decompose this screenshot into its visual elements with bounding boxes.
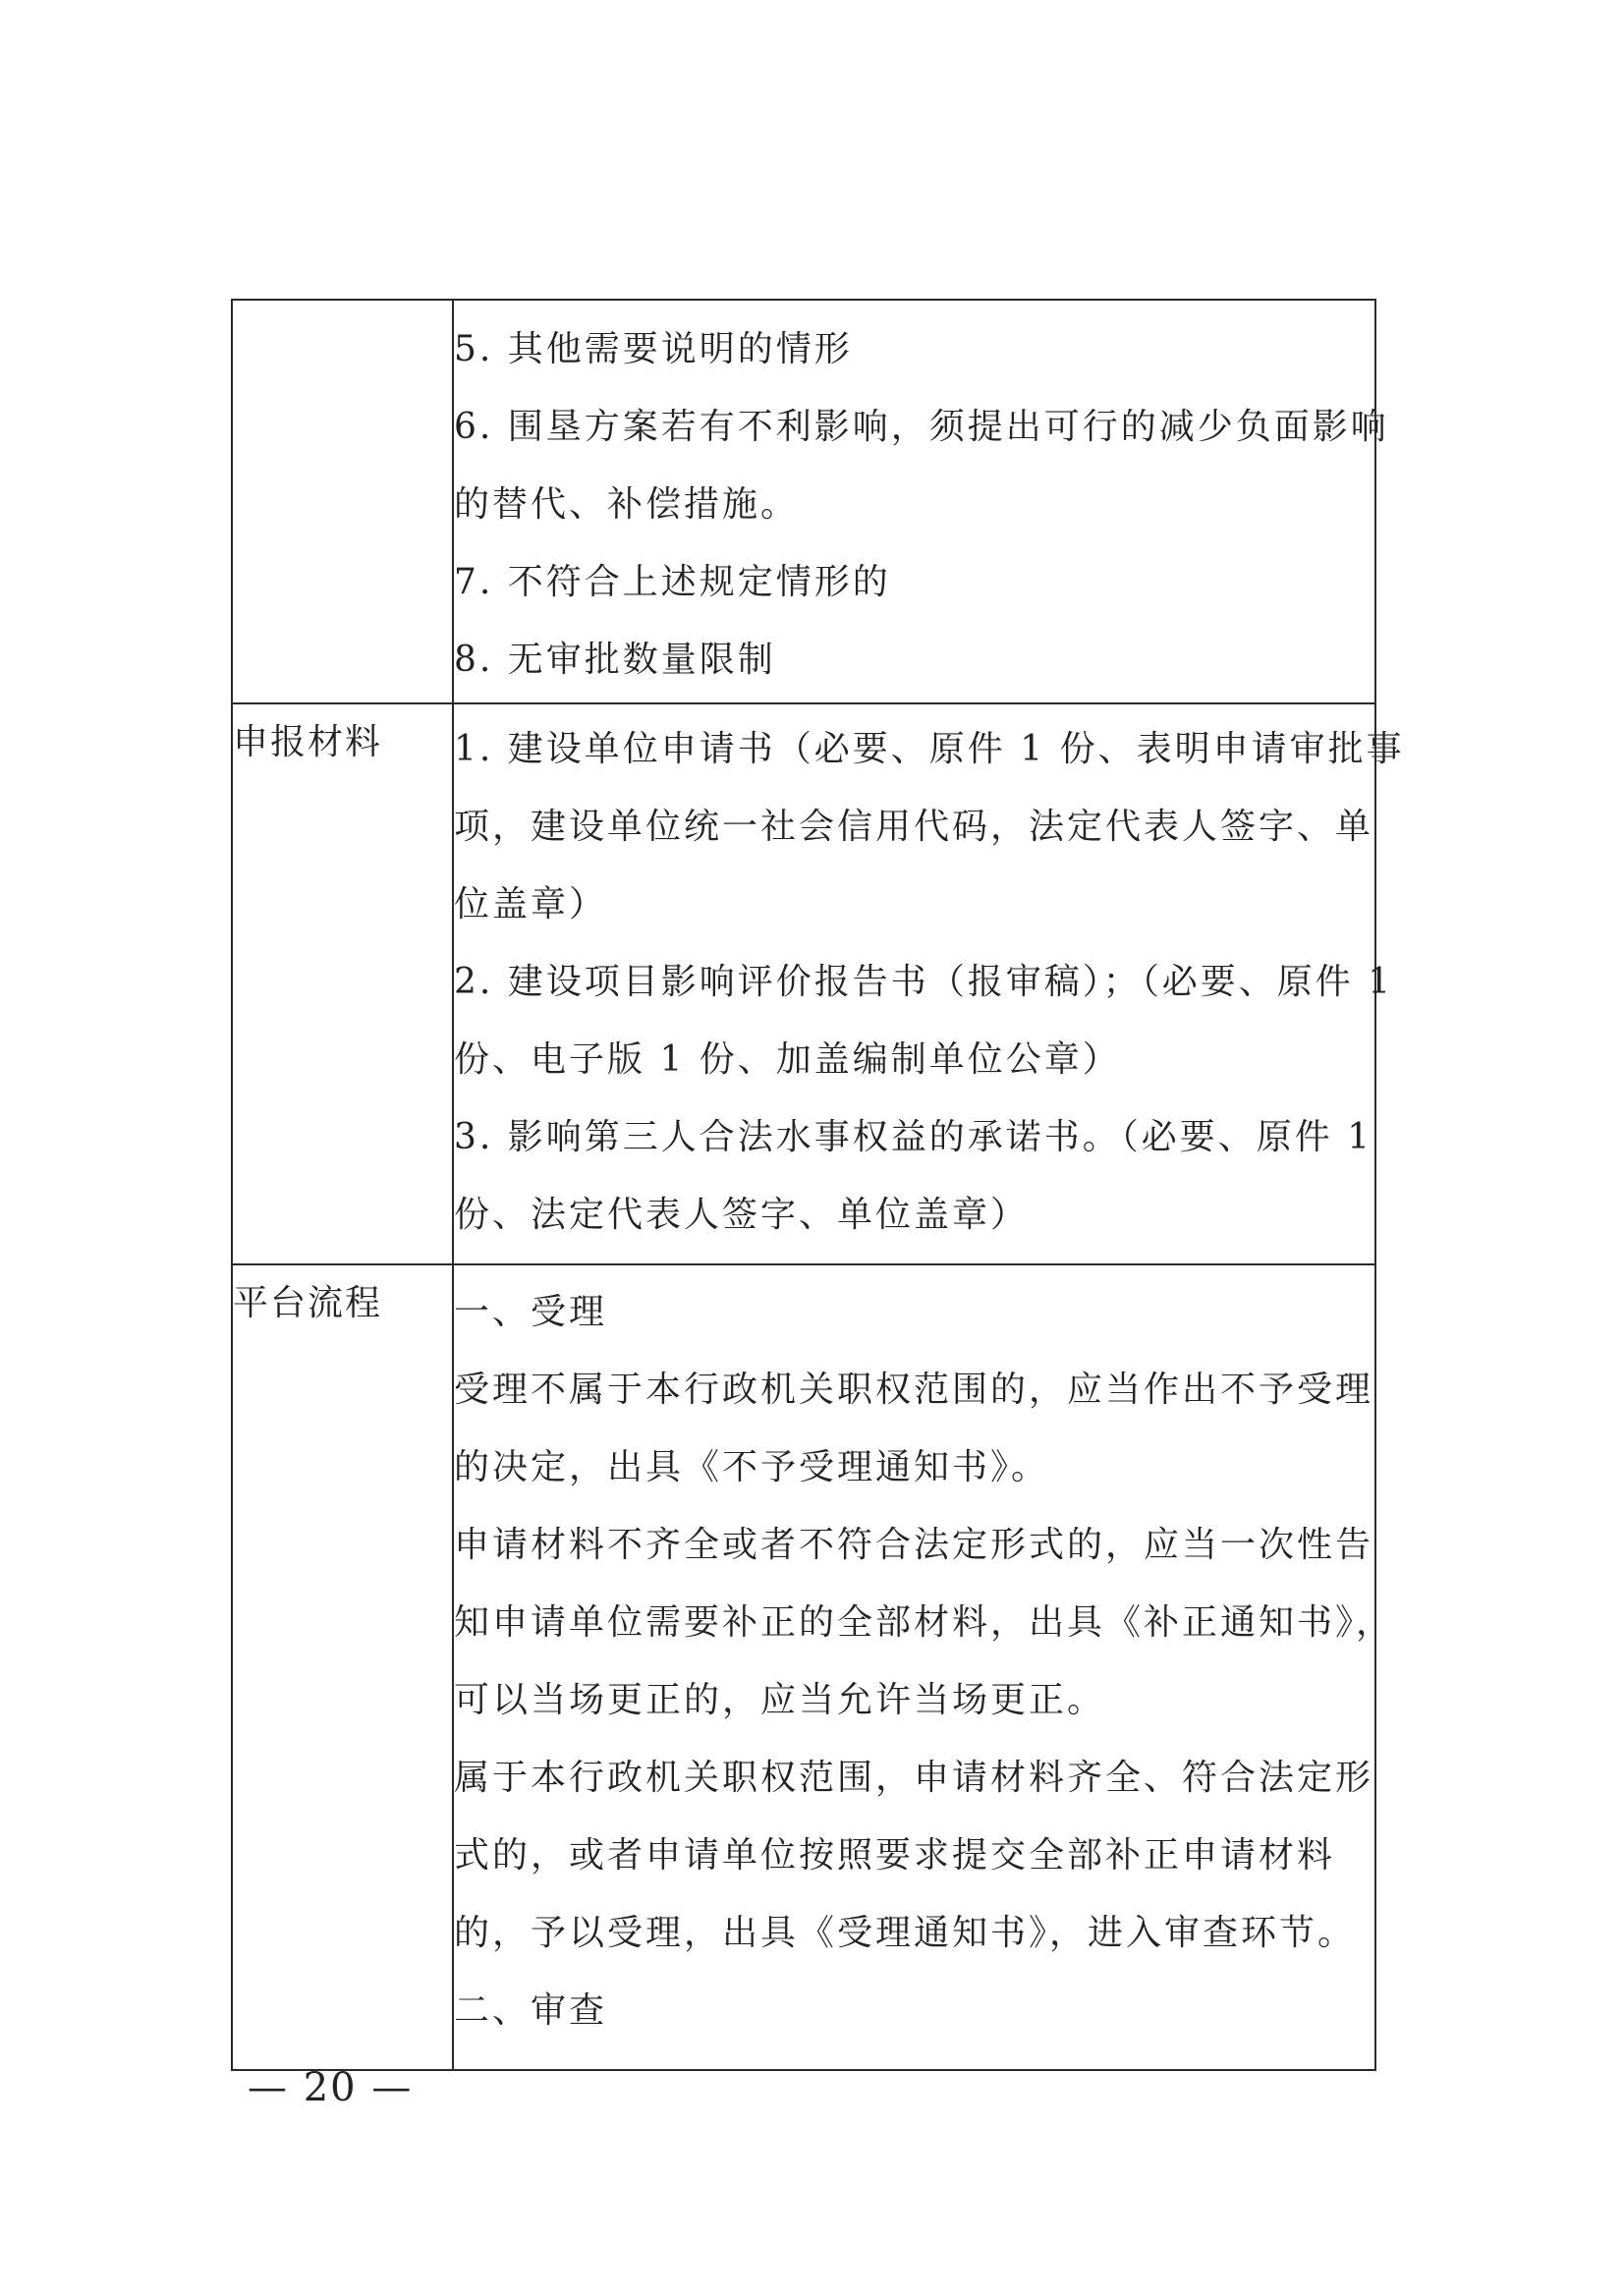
content-line: 3. 影响第三人合法水事权益的承诺书。（必要、原件 1: [454, 1117, 1373, 1157]
row-content: [453, 703, 1405, 1264]
content-line: 受理不属于本行政机关职权范围的，应当作出不予受理: [454, 1370, 1374, 1410]
content-line: 申请材料不齐全或者不符合法定形式的，应当一次性告: [454, 1525, 1374, 1565]
content-line: 知申请单位需要补正的全部材料，出具《补正通知书》，: [454, 1602, 1395, 1643]
content-line: 一、受理: [454, 1292, 608, 1332]
content-line: 二、审查: [454, 1990, 608, 2031]
row-label: [232, 300, 453, 703]
content-line: 的替代、补偿措施。: [454, 484, 800, 525]
content-line: 6. 围垦方案若有不利影响，须提出可行的减少负面影响: [454, 407, 1389, 447]
row-label: 申报材料: [232, 703, 453, 1264]
table-row-platform-process: [232, 1264, 1375, 2070]
content-line: 5. 其他需要说明的情形: [454, 329, 853, 369]
row-label: 平台流程: [232, 1264, 453, 2070]
content-line: 的，予以受理，出具《受理通知书》，进入审查环节。: [454, 1913, 1357, 1953]
content-line: 7. 不符合上述规定情形的: [454, 562, 891, 602]
row-content: [453, 300, 1389, 703]
content-line: 的决定，出具《不予受理通知书》。: [454, 1447, 1050, 1487]
content-line: 1. 建设单位申请书（必要、原件 1 份、表明申请审批事: [454, 729, 1405, 769]
table-row-application-materials: [232, 703, 1375, 1264]
content-line: 8. 无审批数量限制: [454, 640, 776, 680]
table-row-conditions-continued: [232, 300, 1375, 703]
content-line: 式的，或者申请单位按照要求提交全部补正申请材料: [454, 1835, 1336, 1876]
content-line: 可以当场更正的，应当允许当场更正。: [454, 1680, 1106, 1720]
row-content: [453, 1264, 1395, 2070]
content-line: 属于本行政机关职权范围，申请材料齐全、符合法定形: [454, 1758, 1374, 1798]
content-line: 位盖章）: [454, 884, 608, 924]
content-line: 份、电子版 1 份、加盖编制单位公章）: [454, 1039, 1121, 1080]
content-line: 项，建设单位统一社会信用代码，法定代表人签字、单: [454, 807, 1374, 847]
approval-details-table: [231, 299, 1405, 2071]
content-line: 份、法定代表人签字、单位盖章）: [454, 1195, 1030, 1235]
content-line: 2. 建设项目影响评价报告书（报审稿）；（必要、原件 1: [454, 962, 1394, 1002]
page-number: — 20 —: [248, 2065, 414, 2110]
